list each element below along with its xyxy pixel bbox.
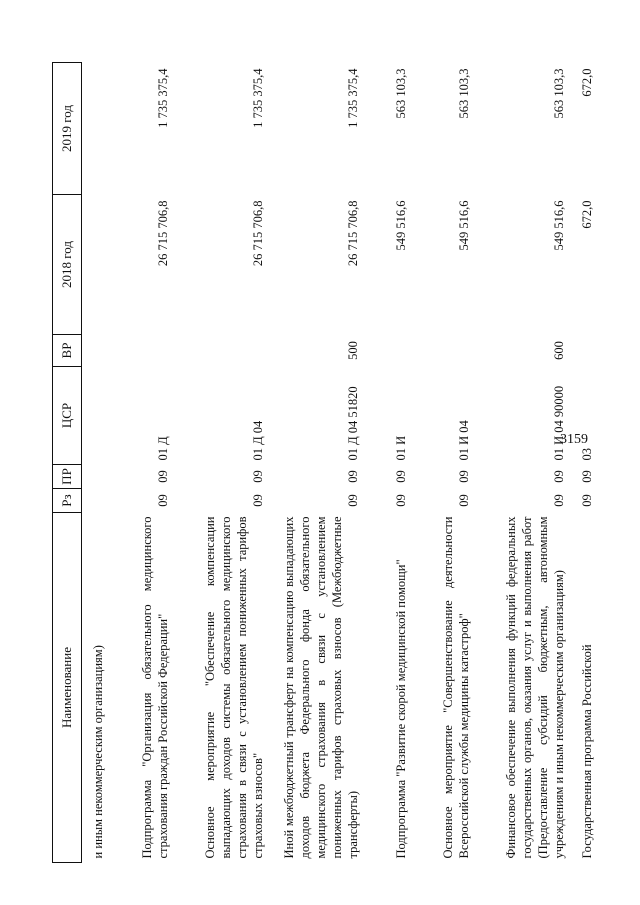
row-name: Основное мероприятие "Обеспечение компенсации выпадающих доходов системы обязательного медицинского страхования в связи с установлением пониженных тарифов страховых взносов" <box>202 516 265 859</box>
row-rz: 09 <box>345 494 360 507</box>
row-vr <box>175 335 270 367</box>
table-row <box>82 63 112 863</box>
row-pr: 09 <box>250 470 265 483</box>
row-vr: 500 <box>345 341 360 360</box>
page-number: 3159 <box>560 432 588 447</box>
row-name: Государственная программа Российской <box>579 644 594 859</box>
header-csr: ЦСР <box>53 367 82 465</box>
row-vr <box>571 335 599 367</box>
table-header-row <box>53 63 82 863</box>
row-rz: 09 <box>155 494 170 507</box>
header-rz: Рз <box>53 489 82 513</box>
budget-table <box>52 62 599 863</box>
row-pr: 09 <box>155 470 170 483</box>
row-2019 <box>82 63 112 195</box>
row-2018: 549 516,6 <box>551 200 566 251</box>
row-csr <box>82 367 112 465</box>
row-name: Иной межбюджетный трансферт на компенсацию выпадающих доходов бюджета Федерального фонда обязательного медицинского страхования в связи с установлением пониженных тарифов страховых взносов (Межбюджетные трансферты) <box>281 516 360 859</box>
row-csr: 01 И 04 90000 <box>551 385 566 461</box>
row-csr: 01 И 04 <box>456 420 471 461</box>
row-2018: 549 516,6 <box>393 200 408 251</box>
table-row <box>270 63 365 863</box>
row-vr <box>365 335 413 367</box>
row-2019: 1 735 375,4 <box>345 68 360 128</box>
row-2019: 1 735 375,4 <box>250 68 265 128</box>
row-pr: 09 <box>393 470 408 483</box>
row-rz: 09 <box>551 494 566 507</box>
row-2019: 563 103,3 <box>456 68 471 119</box>
row-name: и иным некоммерческим организациям) <box>90 645 105 859</box>
row-2019: 672,0 <box>579 68 594 97</box>
row-pr: 09 <box>345 470 360 483</box>
table-row <box>175 63 270 863</box>
row-2018: 549 516,6 <box>456 200 471 251</box>
header-2019: 2019 год <box>53 63 82 195</box>
table-row <box>365 63 413 863</box>
row-2018: 26 715 706,8 <box>345 200 360 267</box>
table-row <box>112 63 175 863</box>
row-rz: 09 <box>393 494 408 507</box>
row-rz: 09 <box>456 494 471 507</box>
row-2019: 563 103,3 <box>393 68 408 119</box>
row-2018: 26 715 706,8 <box>250 200 265 267</box>
row-2019: 1 735 375,4 <box>155 68 170 128</box>
row-csr: 01 Д 04 51820 <box>345 386 360 461</box>
row-rz <box>82 489 112 513</box>
row-rz: 09 <box>579 494 594 507</box>
row-rz: 09 <box>250 494 265 507</box>
header-pr: ПР <box>53 465 82 489</box>
row-csr: 01 И <box>393 435 408 461</box>
table-row <box>476 63 571 863</box>
row-name: Основное мероприятие "Совершенствование деятельности Всероссийской службы медицины катастроф" <box>440 516 471 859</box>
row-pr <box>82 465 112 489</box>
row-csr: 03 <box>579 448 594 461</box>
header-vr: ВР <box>53 335 82 367</box>
row-vr <box>413 335 476 367</box>
table-row <box>413 63 476 863</box>
row-pr: 09 <box>579 470 594 483</box>
table-row <box>571 63 599 863</box>
row-2019: 563 103,3 <box>551 68 566 119</box>
row-pr: 09 <box>551 470 566 483</box>
row-2018 <box>82 195 112 335</box>
row-vr: 600 <box>551 341 566 360</box>
row-name: Подпрограмма "Организация обязательного медицинского страхования граждан Российской Федерации" <box>139 516 170 859</box>
row-2018: 26 715 706,8 <box>155 200 170 267</box>
rotated-table-container <box>52 63 607 863</box>
row-pr: 09 <box>456 470 471 483</box>
row-vr <box>112 335 175 367</box>
row-csr: 01 Д 04 <box>250 420 265 461</box>
header-2018: 2018 год <box>53 195 82 335</box>
row-csr: 01 Д <box>155 436 170 461</box>
row-vr <box>82 335 112 367</box>
row-2018: 672,0 <box>579 200 594 229</box>
row-name: Подпрограмма "Развитие скорой медицинской помощи" <box>393 559 408 859</box>
row-name: Финансовое обеспечение выполнения функций федеральных государственных органов, оказания услуг и выполнения работ (Предоставление субсидий бюджетным, автономным учреждениям и иным некоммерческим организациям) <box>503 516 566 859</box>
header-name: Наименование <box>53 513 82 863</box>
